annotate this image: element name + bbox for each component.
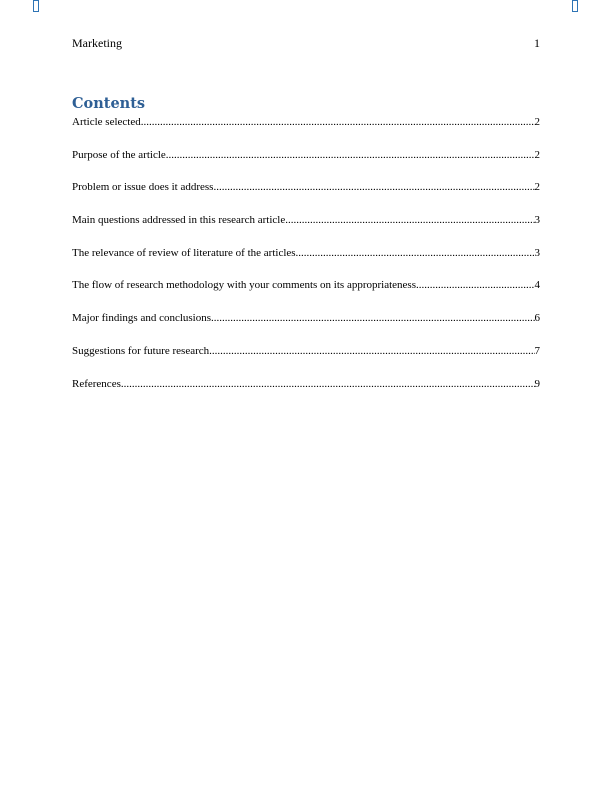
toc-entry-findings[interactable] bbox=[72, 310, 540, 326]
toc-entry-problem[interactable] bbox=[72, 179, 540, 195]
toc-entry-label: Purpose of the article bbox=[72, 148, 166, 161]
toc-dot-leader bbox=[285, 212, 534, 228]
toc-entry-page: 3 bbox=[534, 214, 540, 227]
toc-entry-page: 9 bbox=[534, 377, 540, 390]
toc-dot-leader bbox=[166, 147, 535, 163]
toc-entry-page: 2 bbox=[534, 116, 540, 128]
toc-title: Contents bbox=[72, 95, 146, 112]
toc-entry-page: 2 bbox=[534, 148, 540, 161]
toc-entry-article-selected[interactable] bbox=[72, 114, 540, 130]
toc-entry-label: References bbox=[72, 377, 121, 390]
toc-entry-label: Major findings and conclusions bbox=[72, 312, 212, 325]
toc-entry-page: 3 bbox=[534, 246, 540, 259]
toc-entry-label: Problem or issue does it address bbox=[72, 181, 214, 194]
toc-entry-label: Article selected bbox=[72, 116, 141, 128]
page-number: 1 bbox=[534, 36, 540, 50]
toc-entry-main-questions[interactable] bbox=[72, 212, 540, 228]
right-corner-mark bbox=[572, 0, 578, 12]
toc-dot-leader bbox=[416, 277, 535, 293]
toc-entry-page: 7 bbox=[534, 344, 540, 357]
toc-entry-label: Suggestions for future research bbox=[72, 344, 210, 357]
toc-entry-label: The relevance of review of literature of the articles bbox=[72, 246, 296, 259]
toc-entry-page: 6 bbox=[534, 312, 540, 325]
left-corner-mark bbox=[33, 0, 39, 12]
toc-entry-references[interactable] bbox=[72, 376, 540, 392]
toc-dot-leader bbox=[209, 343, 534, 359]
toc-entry-page: 2 bbox=[534, 181, 540, 194]
toc-entry-methodology[interactable] bbox=[72, 277, 540, 293]
toc-dot-leader bbox=[121, 376, 535, 392]
toc-dot-leader bbox=[211, 310, 534, 326]
table-of-contents bbox=[72, 114, 540, 408]
toc-entry-future-research[interactable] bbox=[72, 343, 540, 359]
toc-dot-leader bbox=[213, 179, 534, 195]
toc-entry-purpose[interactable] bbox=[72, 147, 540, 163]
toc-dot-leader bbox=[296, 245, 535, 261]
toc-entry-page: 4 bbox=[534, 279, 540, 292]
toc-entry-label: Main questions addressed in this research article bbox=[72, 214, 286, 227]
toc-dot-leader bbox=[141, 114, 535, 130]
running-head: Marketing bbox=[72, 36, 122, 50]
toc-entry-literature-review[interactable] bbox=[72, 245, 540, 261]
toc-entry-label: The flow of research methodology with your comments on its appropriateness bbox=[72, 279, 416, 292]
page-header bbox=[72, 36, 540, 50]
